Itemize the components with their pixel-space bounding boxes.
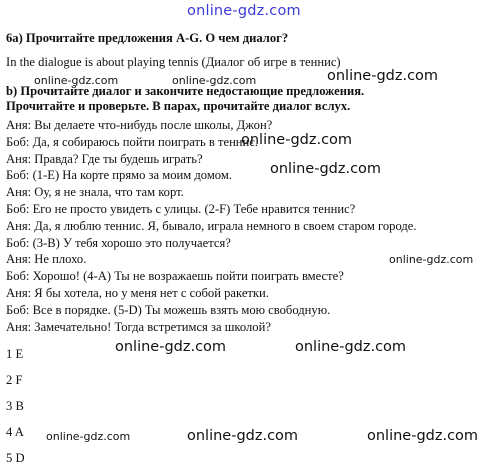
answer-item: 4 A bbox=[6, 425, 24, 439]
answer-item: 1 E bbox=[6, 347, 24, 361]
dialogue-line: Аня: Правда? Где ты будешь играть? bbox=[6, 152, 203, 166]
dialogue-line: Боб: (3-В) У тебя хорошо это получается? bbox=[6, 236, 231, 250]
dialogue-line: Боб: Да, я собираюсь пойти поиграть в теннис. bbox=[6, 135, 259, 149]
answer-item: 5 D bbox=[6, 451, 25, 465]
answer-item: 2 F bbox=[6, 373, 23, 387]
answer-item: 3 B bbox=[6, 399, 24, 413]
watermark: online-gdz.com bbox=[46, 430, 131, 443]
dialogue-line: Аня: Я бы хотела, но у меня нет с собой ракетки. bbox=[6, 286, 269, 300]
dialogue-line: Боб: Все в порядке. (5-D) Ты можешь взять мою свободную. bbox=[6, 303, 331, 317]
dialogue-line: Аня: Не плохо. bbox=[6, 252, 87, 266]
watermark: online-gdz.com bbox=[115, 339, 227, 355]
watermark: online-gdz.com bbox=[367, 428, 479, 444]
dialogue-line: Боб: (1-Е) На корте прямо за моим домом. bbox=[6, 168, 232, 182]
dialogue-line: Аня: Оу, я не знала, что там корт. bbox=[6, 185, 184, 199]
watermark: online-gdz.com bbox=[187, 428, 299, 444]
watermark: online-gdz.com bbox=[389, 253, 474, 266]
watermark: online-gdz.com bbox=[295, 339, 407, 355]
dialogue-line: Аня: Замечательно! Тогда встретимся за школой? bbox=[6, 320, 271, 334]
dialogue-line: Аня: Вы делаете что-нибудь после школы, Джон? bbox=[6, 118, 273, 132]
watermark: online-gdz.com bbox=[270, 161, 382, 177]
task-a-answer: In the dialogue is about playing tennis (Диалог об игре в теннис) bbox=[6, 55, 341, 69]
watermark-top: online-gdz.com bbox=[187, 3, 301, 19]
task-b-heading-2: Прочитайте и проверьте. В парах, прочитайте диалог вслух. bbox=[6, 99, 351, 113]
watermark: online-gdz.com bbox=[172, 74, 257, 87]
watermark: online-gdz.com bbox=[327, 68, 439, 84]
task-a-heading: 6а) Прочитайте предложения A-G. О чем диалог? bbox=[6, 31, 289, 45]
dialogue-line: Боб: Хорошо! (4-А) Ты не возражаешь пойти поиграть вместе? bbox=[6, 269, 344, 283]
watermark: online-gdz.com bbox=[241, 132, 353, 148]
dialogue-line: Аня: Да, я люблю теннис. Я, бывало, играла немного в своем старом городе. bbox=[6, 219, 417, 233]
task-b-heading-1: b) Прочитайте диалог и закончите недостающие предложения. bbox=[6, 84, 365, 98]
dialogue-line: Боб: Его не просто увидеть с улицы. (2-F) Тебе нравится теннис? bbox=[6, 202, 356, 216]
watermark: online-gdz.com bbox=[34, 74, 119, 87]
